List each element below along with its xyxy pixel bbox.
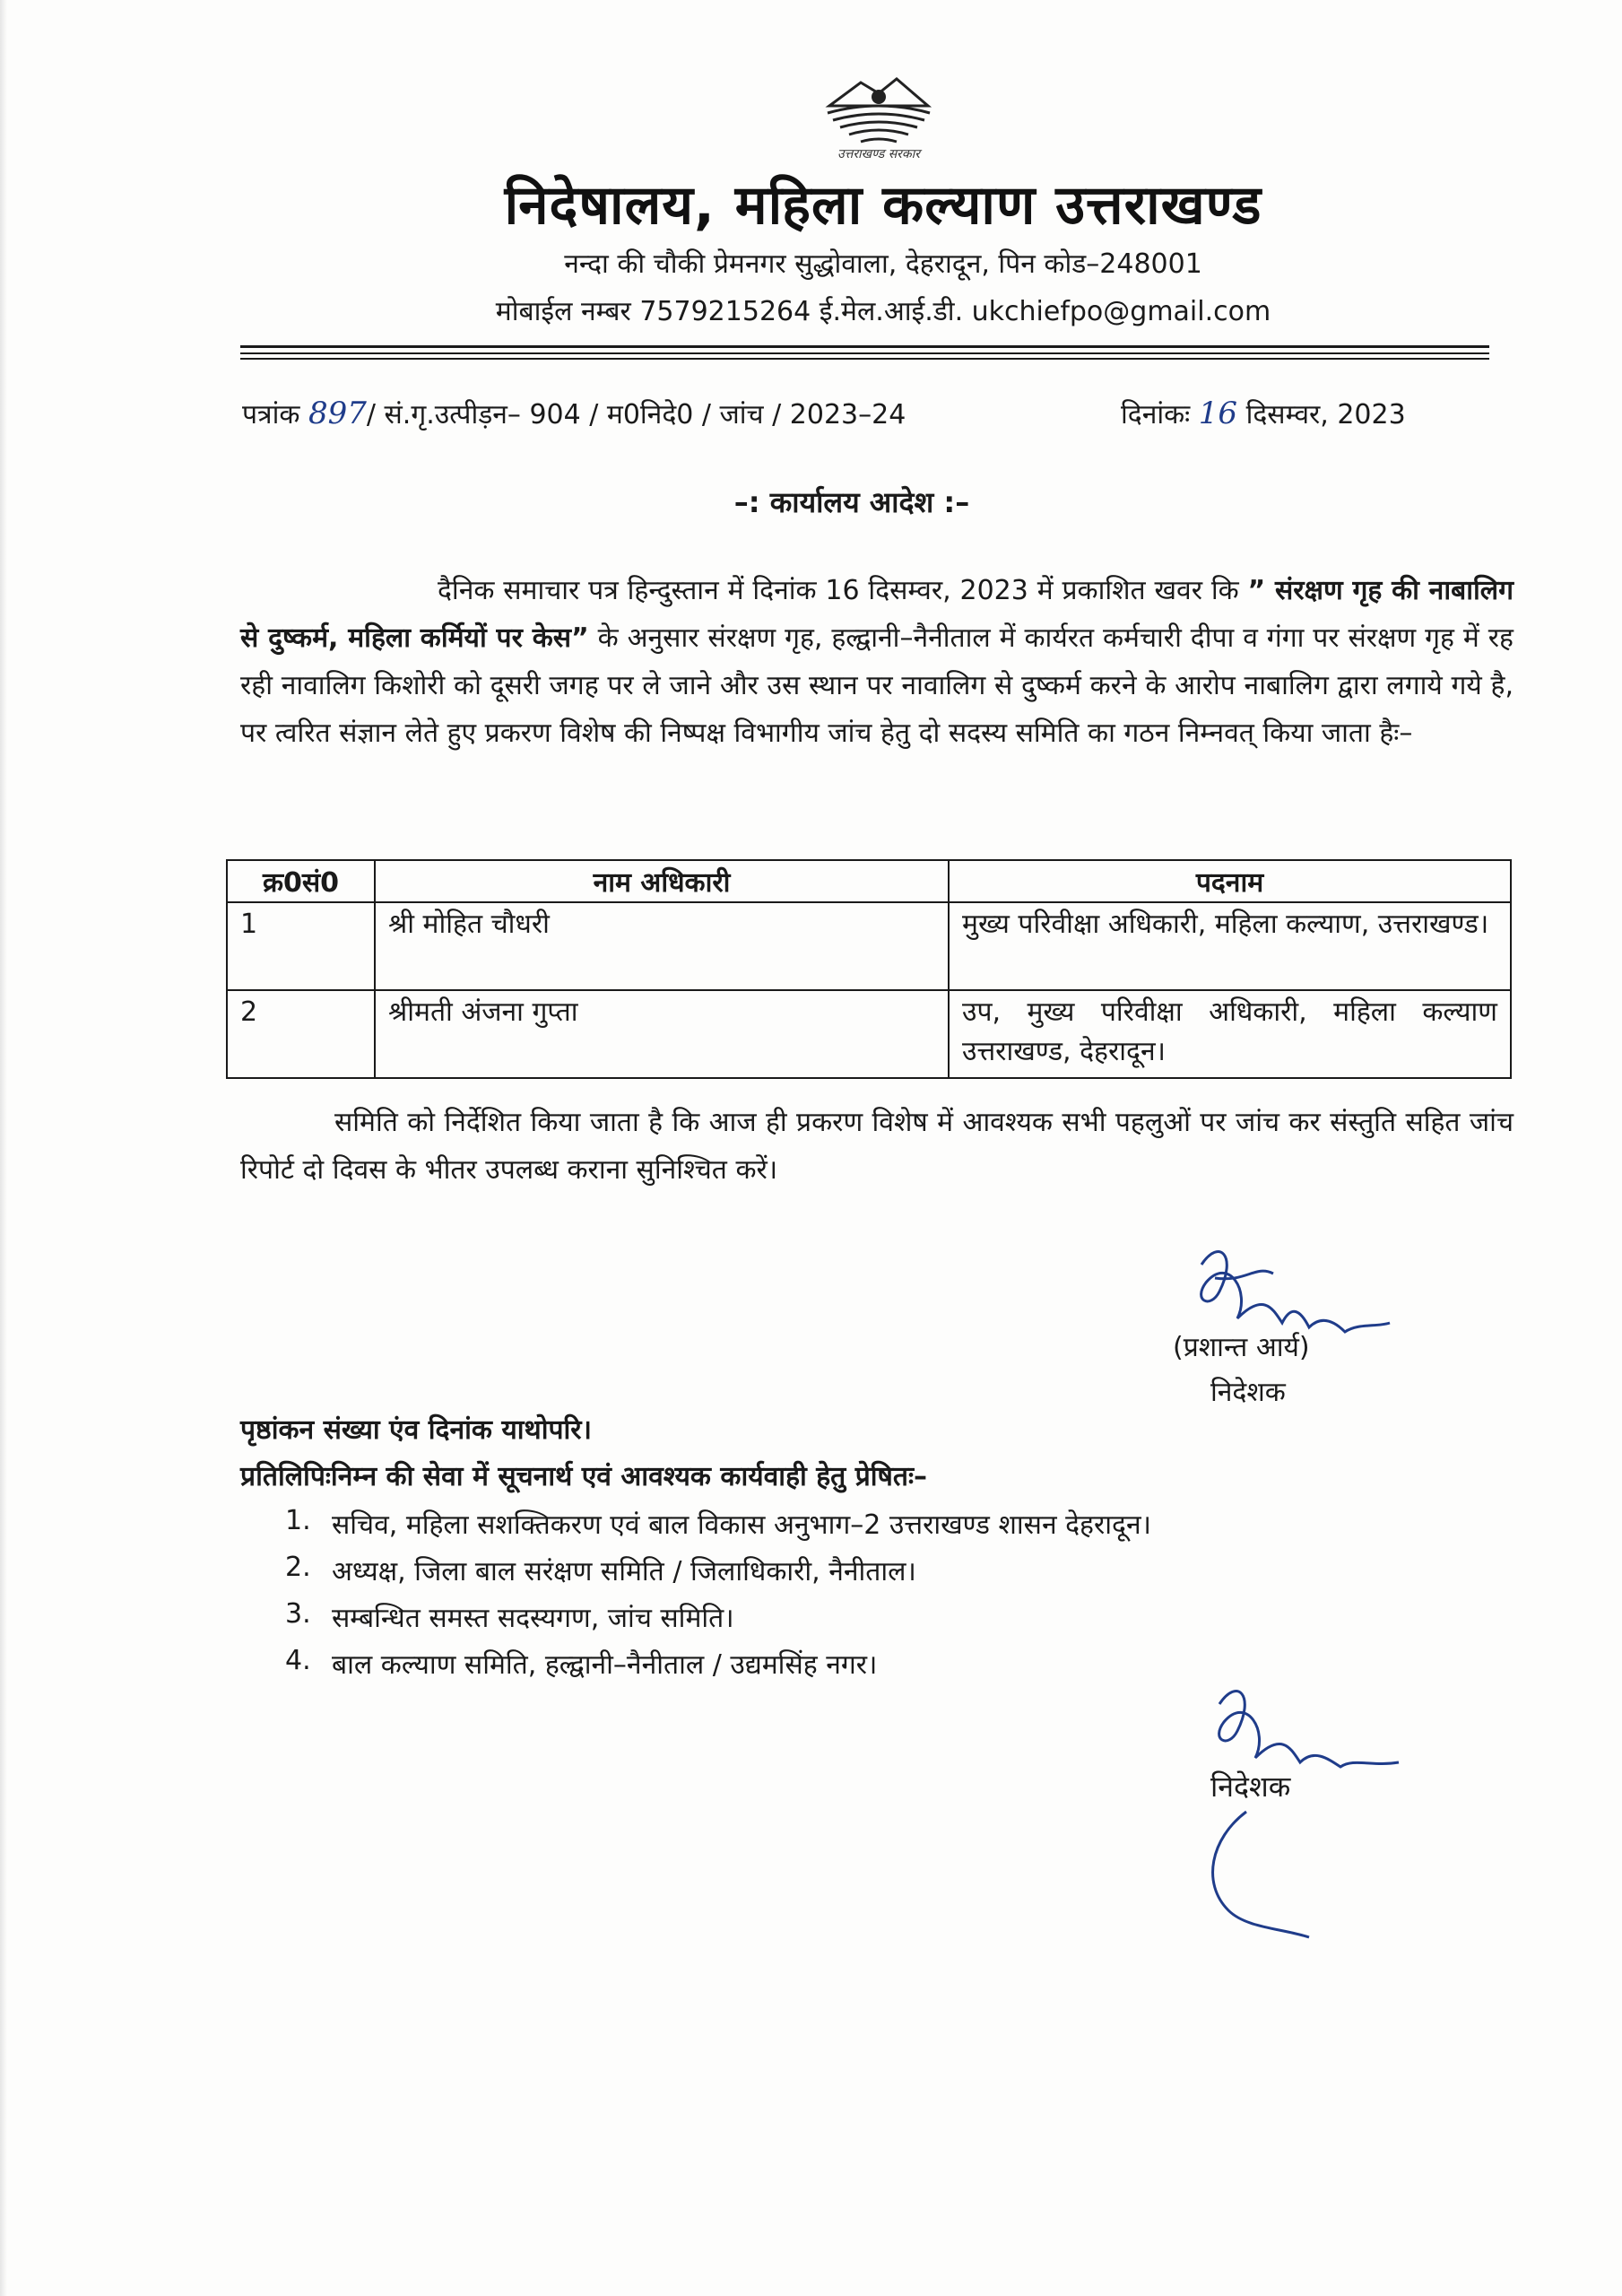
column-header: नाम अधिकारी	[375, 860, 949, 902]
copy-recipient-list	[285, 1505, 1522, 1692]
order-paragraph-1	[240, 567, 1514, 757]
news-headline: ” संरक्षण गृह की नाबालिग से दुष्कर्म, महिला कर्मियों पर केस”	[240, 575, 1514, 654]
office-contact: मोबाईल नम्बर 7579215264 ई.मेल.आई.डी. ukchiefpo@gmail.com	[495, 296, 1271, 327]
table-row	[227, 990, 1511, 1078]
list-text: बाल कल्याण समिति, हल्द्वानी–नैनीताल / उद्यमसिंह नगर।	[332, 1649, 878, 1681]
scan-edge	[0, 0, 7, 2296]
name-cell: श्रीमती अंजना गुप्ता	[375, 990, 949, 1078]
list-item	[285, 1552, 1522, 1598]
table-header-row	[227, 860, 1511, 902]
handwritten-number: 897	[308, 396, 367, 431]
column-header: पदनाम	[949, 860, 1511, 902]
header-rule	[240, 345, 1489, 348]
list-text: सम्बन्धित समस्त सदस्यगण, जांच समिति।	[332, 1603, 734, 1634]
office-heading: निदेषालय, महिला कल्याण उत्तराखण्ड	[504, 174, 1262, 237]
list-item	[285, 1505, 1522, 1552]
copy-to-line: प्रतिलिपिःनिम्न की सेवा में सूचनार्थ एवं आवश्यक कार्यवाही हेतु प्रेषितः–	[240, 1461, 928, 1492]
table-row	[227, 902, 1511, 990]
date-rest: दिसम्वर, 2023	[1245, 399, 1406, 430]
reference-rest: / सं.गृ.उत्पीड़न– 904 / म0निदे0 / जांच / 2023–24	[366, 399, 906, 430]
list-number: 1.	[285, 1505, 311, 1536]
list-text: सचिव, महिला सशक्तिकरण एवं बाल विकास अनुभाग–2 उत्तराखण्ड शासन देहरादून।	[332, 1509, 1151, 1541]
emblem-caption: उत्तराखण्ड सरकार	[837, 147, 921, 161]
reference-prefix: पत्रांक	[242, 399, 300, 430]
list-number: 2.	[285, 1552, 311, 1583]
designation-cell: उप, मुख्य परिवीक्षा अधिकारी, महिला कल्याण उत्तराखण्ड, देहरादून।	[949, 990, 1511, 1078]
para1-start: दैनिक समाचार पत्र हिन्दुस्तान में दिनांक 16 दिसम्वर, 2023 में प्रकाशित खवर कि	[438, 575, 1239, 606]
reference-number	[242, 395, 906, 431]
committee-table	[226, 859, 1512, 1079]
name-cell: श्री मोहित चौधरी	[375, 902, 949, 990]
serial-cell: 1	[227, 902, 375, 990]
list-number: 4.	[285, 1645, 311, 1676]
list-item	[285, 1598, 1522, 1645]
director-initials-icon	[1193, 1668, 1462, 1955]
order-paragraph-2: समिति को निर्देशित किया जाता है कि आज ही प्रकरण विशेष में आवश्यक सभी पहलुओं पर जांच कर संस्तुति सहित जांच रिपोर्ट दो दिवस के भीतर उपलब्ध कराना सुनिश्चित करें।	[240, 1107, 1514, 1186]
signatory-name: (प्रशान्त आर्य)	[1173, 1332, 1310, 1363]
order-title: –: कार्यालय आदेश :–	[733, 485, 970, 519]
final-signatory-title: निदेशक	[1210, 1770, 1291, 1804]
header-rule	[240, 358, 1489, 360]
reference-date	[1121, 395, 1406, 431]
list-text: अध्यक्ष, जिला बाल सरंक्षण समिति / जिलाधिकारी, नैनीताल।	[332, 1556, 916, 1587]
para1-end: के अनुसार संरक्षण गृह, हल्द्वानी–नैनीताल में कार्यरत कर्मचारी दीपा व गंगा पर संरक्षण गृह में रह रही नावालिग किशोरी को दूसरी जगह पर ले जाने और उस स्थान पर नावालिग से दुष्कर्म करने के आरोप नाबालिग द्वारा लगाये गये है, पर त्वरित संज्ञान लेते हुए प्रकरण विशेष की निष्पक्ष विभागीय जांच हेतु दो सदस्य समिति का गठन निम्नवत् किया जाता हैः–	[240, 622, 1514, 749]
signatory-title: निदेशक	[1210, 1377, 1286, 1408]
office-address: नन्दा की चौकी प्रेमनगर सुद्धोवाला, देहरादून, पिन कोड–248001	[564, 248, 1202, 280]
header-rule	[240, 352, 1489, 354]
column-header: क्र0सं0	[227, 860, 375, 902]
list-number: 3.	[285, 1598, 311, 1630]
handwritten-day: 16	[1198, 396, 1238, 431]
endorsement-line: पृष्ठांकन संख्या एंव दिनांक याथोपरि।	[240, 1414, 592, 1446]
date-label: दिनांकः	[1121, 399, 1191, 430]
designation-cell: मुख्य परिवीक्षा अधिकारी, महिला कल्याण, उत्तराखण्ड।	[949, 902, 1511, 990]
serial-cell: 2	[227, 990, 375, 1078]
